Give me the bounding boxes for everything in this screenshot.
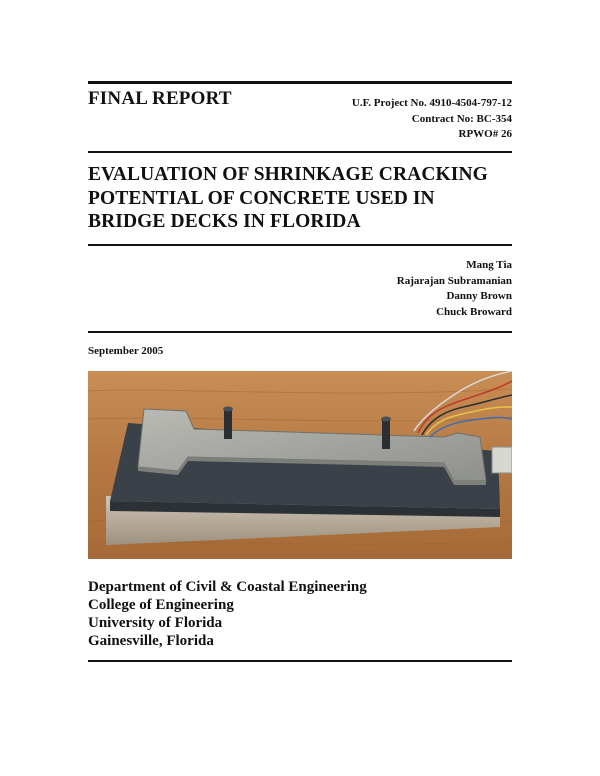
top-rule	[88, 81, 512, 84]
stud-right	[382, 419, 390, 449]
author: Chuck Broward	[436, 305, 512, 318]
institution-line: Gainesville, Florida	[88, 633, 214, 649]
author: Rajarajan Subramanian	[396, 274, 512, 287]
stud-left	[224, 409, 232, 439]
title-bottom-rule	[88, 244, 512, 246]
title-top-rule	[88, 151, 512, 153]
project-info	[352, 96, 512, 143]
contract-number: Contract No: BC-354	[411, 112, 512, 125]
institution-line: University of Florida	[88, 615, 223, 631]
title-line: POTENTIAL OF CONCRETE USED IN	[88, 187, 435, 209]
institution-line: Department of Civil & Coastal Engineering	[88, 579, 367, 595]
author: Danny Brown	[446, 290, 512, 302]
specimen-photo	[88, 371, 512, 559]
rpwo-number: RPWO# 26	[458, 128, 512, 140]
author-list	[397, 258, 512, 320]
title-line: EVALUATION OF SHRINKAGE CRACKING	[88, 164, 488, 185]
bottom-rule	[88, 660, 512, 662]
authors-bottom-rule	[88, 331, 512, 333]
institution	[88, 578, 367, 650]
terminal-box	[492, 447, 512, 473]
report-type: FINAL REPORT	[88, 88, 232, 109]
institution-line: College of Engineering	[88, 597, 234, 613]
report-date: September 2005	[88, 345, 164, 357]
report-title	[88, 163, 512, 234]
project-number: U.F. Project No. 4910-4504-797-12	[351, 97, 512, 109]
title-line: BRIDGE DECKS IN FLORIDA	[88, 211, 361, 232]
author: Mang Tia	[466, 259, 512, 271]
